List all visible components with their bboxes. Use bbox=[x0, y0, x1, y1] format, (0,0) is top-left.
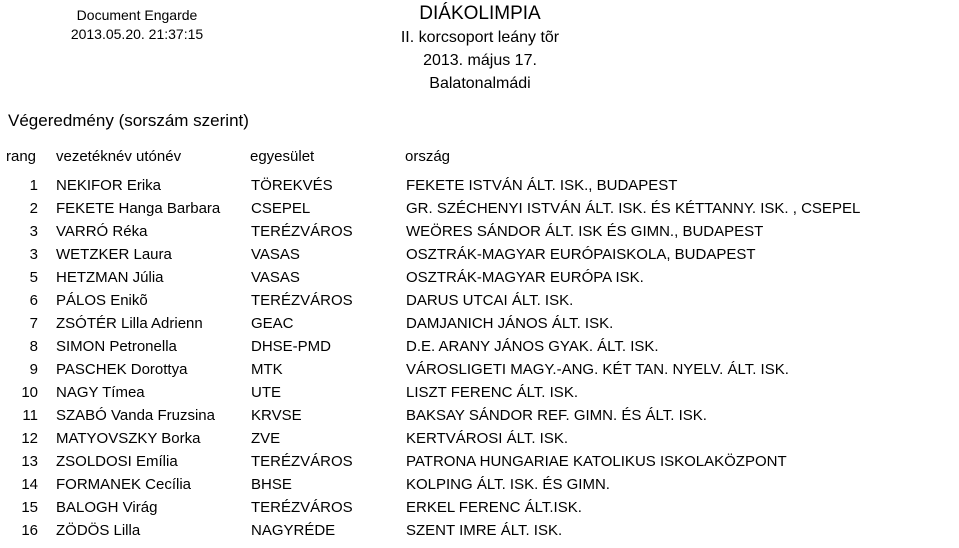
cell-name: NEKIFOR Erika bbox=[56, 177, 162, 194]
cell-club: CSEPEL bbox=[251, 200, 311, 217]
engine-name: Document Engarde bbox=[76, 7, 198, 23]
cell-rank: 13 bbox=[21, 453, 38, 470]
cell-school: OSZTRÁK-MAGYAR EURÓPAISKOLA, BUDAPEST bbox=[406, 246, 756, 263]
cell-rank: 12 bbox=[21, 430, 38, 447]
table-row bbox=[0, 358, 959, 381]
cell-name: FORMANEK Cecília bbox=[56, 476, 192, 493]
cell-rank: 3 bbox=[29, 246, 38, 263]
cell-school: KERTVÁROSI ÁLT. ISK. bbox=[406, 430, 568, 447]
cell-club: TERÉZVÁROS bbox=[251, 292, 353, 309]
cell-rank: 6 bbox=[29, 292, 38, 309]
event-category: II. korcsoport leány tõr bbox=[400, 29, 560, 46]
table-header bbox=[0, 146, 959, 168]
cell-name: HETZMAN Júlia bbox=[56, 269, 164, 286]
results-subtitle: Végeredmény (sorszám szerint) bbox=[8, 111, 249, 130]
table-row bbox=[0, 197, 959, 220]
cell-name: SZABÓ Vanda Fruzsina bbox=[56, 407, 215, 424]
table-row bbox=[0, 266, 959, 289]
cell-school: GR. SZÉCHENYI ISTVÁN ÁLT. ISK. ÉS KÉTTANNY. ISK. , CSEPEL bbox=[406, 200, 861, 217]
table-row bbox=[0, 220, 959, 243]
cell-rank: 9 bbox=[29, 361, 38, 378]
cell-name: SIMON Petronella bbox=[56, 338, 177, 355]
cell-school: LISZT FERENC ÁLT. ISK. bbox=[406, 384, 578, 401]
cell-club: TERÉZVÁROS bbox=[251, 223, 353, 240]
cell-school: OSZTRÁK-MAGYAR EURÓPA ISK. bbox=[406, 269, 644, 286]
cell-school: SZENT IMRE ÁLT. ISK. bbox=[406, 522, 563, 539]
cell-rank: 15 bbox=[21, 499, 38, 516]
table-row bbox=[0, 496, 959, 519]
cell-school: VÁROSLIGETI MAGY.-ANG. KÉT TAN. NYELV. ÁLT. ISK. bbox=[406, 361, 789, 378]
cell-school: DARUS UTCAI ÁLT. ISK. bbox=[406, 292, 574, 309]
cell-rank: 3 bbox=[29, 223, 38, 240]
column-header-name: vezetéknév utónév bbox=[56, 148, 182, 165]
cell-name: BALOGH Virág bbox=[56, 499, 158, 516]
column-header-club: egyesület bbox=[250, 148, 315, 165]
cell-school: PATRONA HUNGARIAE KATOLIKUS ISKOLAKÖZPONT bbox=[406, 453, 787, 470]
cell-school: WEÖRES SÁNDOR ÁLT. ISK ÉS GIMN., BUDAPEST bbox=[406, 223, 764, 240]
cell-club: VASAS bbox=[251, 269, 300, 286]
cell-name: PÁLOS Enikõ bbox=[56, 292, 148, 309]
cell-rank: 8 bbox=[29, 338, 38, 355]
table-row bbox=[0, 335, 959, 358]
cell-school: KOLPING ÁLT. ISK. ÉS GIMN. bbox=[406, 476, 610, 493]
cell-rank: 16 bbox=[21, 522, 38, 539]
cell-school: ERKEL FERENC ÁLT.ISK. bbox=[406, 499, 582, 516]
cell-club: MTK bbox=[251, 361, 283, 378]
cell-rank: 11 bbox=[22, 407, 38, 424]
document-meta bbox=[42, 6, 232, 44]
table-row bbox=[0, 473, 959, 496]
table-row bbox=[0, 174, 959, 197]
cell-school: FEKETE ISTVÁN ÁLT. ISK., BUDAPEST bbox=[406, 177, 678, 194]
cell-rank: 14 bbox=[21, 476, 38, 493]
page-title: DIÁKOLIMPIA bbox=[419, 3, 541, 24]
cell-name: ZSÓTÉR Lilla Adrienn bbox=[56, 315, 203, 332]
table-row bbox=[0, 404, 959, 427]
cell-club: NAGYRÉDE bbox=[251, 522, 336, 539]
cell-club: VASAS bbox=[251, 246, 300, 263]
column-header-country: ország bbox=[405, 148, 451, 165]
table-row bbox=[0, 427, 959, 450]
cell-club: GEAC bbox=[251, 315, 294, 332]
table-row bbox=[0, 381, 959, 404]
cell-name: MATYOVSZKY Borka bbox=[56, 430, 201, 447]
cell-name: FEKETE Hanga Barbara bbox=[56, 200, 221, 217]
cell-school: D.E. ARANY JÁNOS GYAK. ÁLT. ISK. bbox=[406, 338, 659, 355]
print-timestamp: 2013.05.20. 21:37:15 bbox=[70, 26, 204, 42]
cell-name: WETZKER Laura bbox=[56, 246, 172, 263]
table-row bbox=[0, 312, 959, 335]
cell-name: NAGY Tímea bbox=[56, 384, 145, 401]
cell-club: TERÉZVÁROS bbox=[251, 453, 353, 470]
results-table bbox=[0, 174, 959, 542]
cell-club: ZVE bbox=[251, 430, 281, 447]
cell-school: BAKSAY SÁNDOR REF. GIMN. ÉS ÁLT. ISK. bbox=[406, 407, 707, 424]
cell-rank: 10 bbox=[21, 384, 38, 401]
table-row bbox=[0, 243, 959, 266]
cell-club: BHSE bbox=[251, 476, 292, 493]
cell-club: TERÉZVÁROS bbox=[251, 499, 353, 516]
table-row bbox=[0, 519, 959, 542]
cell-rank: 2 bbox=[29, 200, 38, 217]
table-row bbox=[0, 289, 959, 312]
cell-school: DAMJANICH JÁNOS ÁLT. ISK. bbox=[406, 315, 614, 332]
cell-club: KRVSE bbox=[251, 407, 302, 424]
cell-rank: 7 bbox=[29, 315, 38, 332]
cell-name: VARRÓ Réka bbox=[56, 223, 148, 240]
cell-name: ZÖDÖS Lilla bbox=[56, 522, 141, 539]
event-location: Balatonalmádi bbox=[429, 75, 531, 92]
cell-name: ZSOLDOSI Emília bbox=[56, 453, 178, 470]
cell-rank: 1 bbox=[29, 177, 38, 194]
column-header-rank: rang bbox=[6, 148, 37, 165]
cell-rank: 5 bbox=[29, 269, 38, 286]
cell-name: PASCHEK Dorottya bbox=[56, 361, 188, 378]
table-row bbox=[0, 450, 959, 473]
title-block bbox=[330, 2, 630, 95]
cell-club: DHSE-PMD bbox=[251, 338, 332, 355]
cell-club: UTE bbox=[251, 384, 281, 401]
event-date: 2013. május 17. bbox=[423, 52, 537, 69]
cell-club: TÖREKVÉS bbox=[251, 177, 333, 194]
